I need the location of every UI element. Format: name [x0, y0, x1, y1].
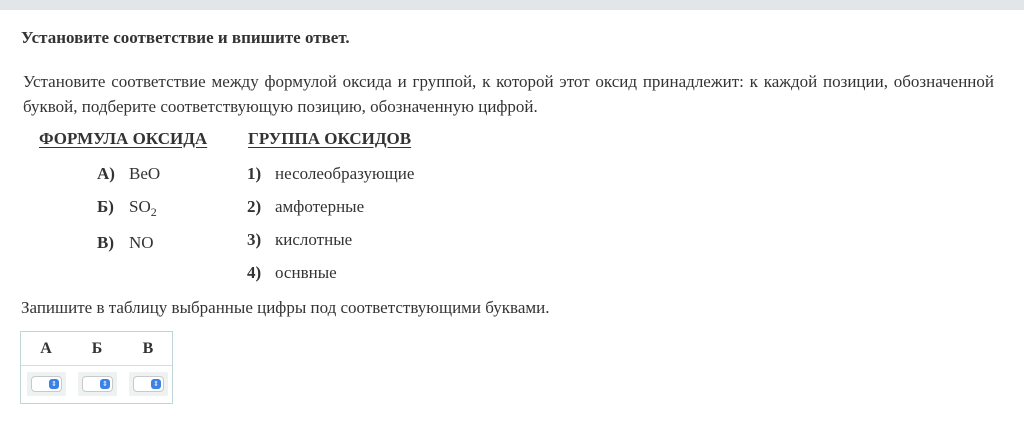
right-item-key: 3) [247, 230, 262, 249]
right-item-text: несолеобразующие [275, 164, 415, 183]
left-item-formula: BeO [129, 164, 161, 183]
right-item-3 [247, 230, 352, 250]
right-column-header: ГРУППА ОКСИДОВ [248, 129, 412, 148]
table-divider [21, 365, 172, 366]
question-text: Установите соответствие между формулой оксида и группой, к которой этот оксид принадлежит: к каждой позиции, обозначенной буквой, подберите соответствующую позицию, обозначенную цифрой. [23, 72, 994, 116]
right-item-1 [247, 164, 414, 184]
right-item-key: 1) [247, 164, 262, 183]
right-item-key: 4) [247, 263, 262, 282]
answer-select-a[interactable] [31, 376, 62, 392]
answer-column-header-b: Б [91, 340, 103, 357]
left-item-key: Б) [97, 197, 114, 216]
left-item-key: В) [97, 233, 114, 252]
left-item-formula: SO [129, 197, 151, 216]
updown-chevron-icon: ⇕ [151, 379, 161, 389]
right-item-text: оснвные [275, 263, 337, 282]
updown-chevron-icon: ⇕ [100, 379, 110, 389]
top-strip [0, 0, 1024, 10]
left-item-subscript: 2 [150, 205, 157, 219]
right-item-4 [247, 263, 337, 283]
left-item-formula: NO [129, 233, 154, 252]
left-item-b [97, 197, 157, 217]
right-item-key: 2) [247, 197, 262, 216]
updown-chevron-icon: ⇕ [49, 379, 59, 389]
left-item-key: А) [97, 164, 115, 183]
answer-select-b[interactable] [82, 376, 113, 392]
left-item-c [97, 233, 154, 253]
task-title: Установите соответствие и впишите ответ. [21, 28, 350, 47]
answer-select-c[interactable] [133, 376, 164, 392]
right-item-2 [247, 197, 364, 217]
left-column-header: ФОРМУЛА ОКСИДА [39, 129, 208, 148]
right-item-text: амфотерные [275, 197, 365, 216]
answer-instruction: Запишите в таблицу выбранные цифры под соответствующими буквами. [21, 298, 550, 317]
answer-column-header-a: А [40, 340, 52, 357]
answer-column-header-c: В [142, 340, 154, 357]
left-item-a [97, 164, 160, 184]
answer-table [20, 331, 173, 404]
right-item-text: кислотные [275, 230, 353, 249]
